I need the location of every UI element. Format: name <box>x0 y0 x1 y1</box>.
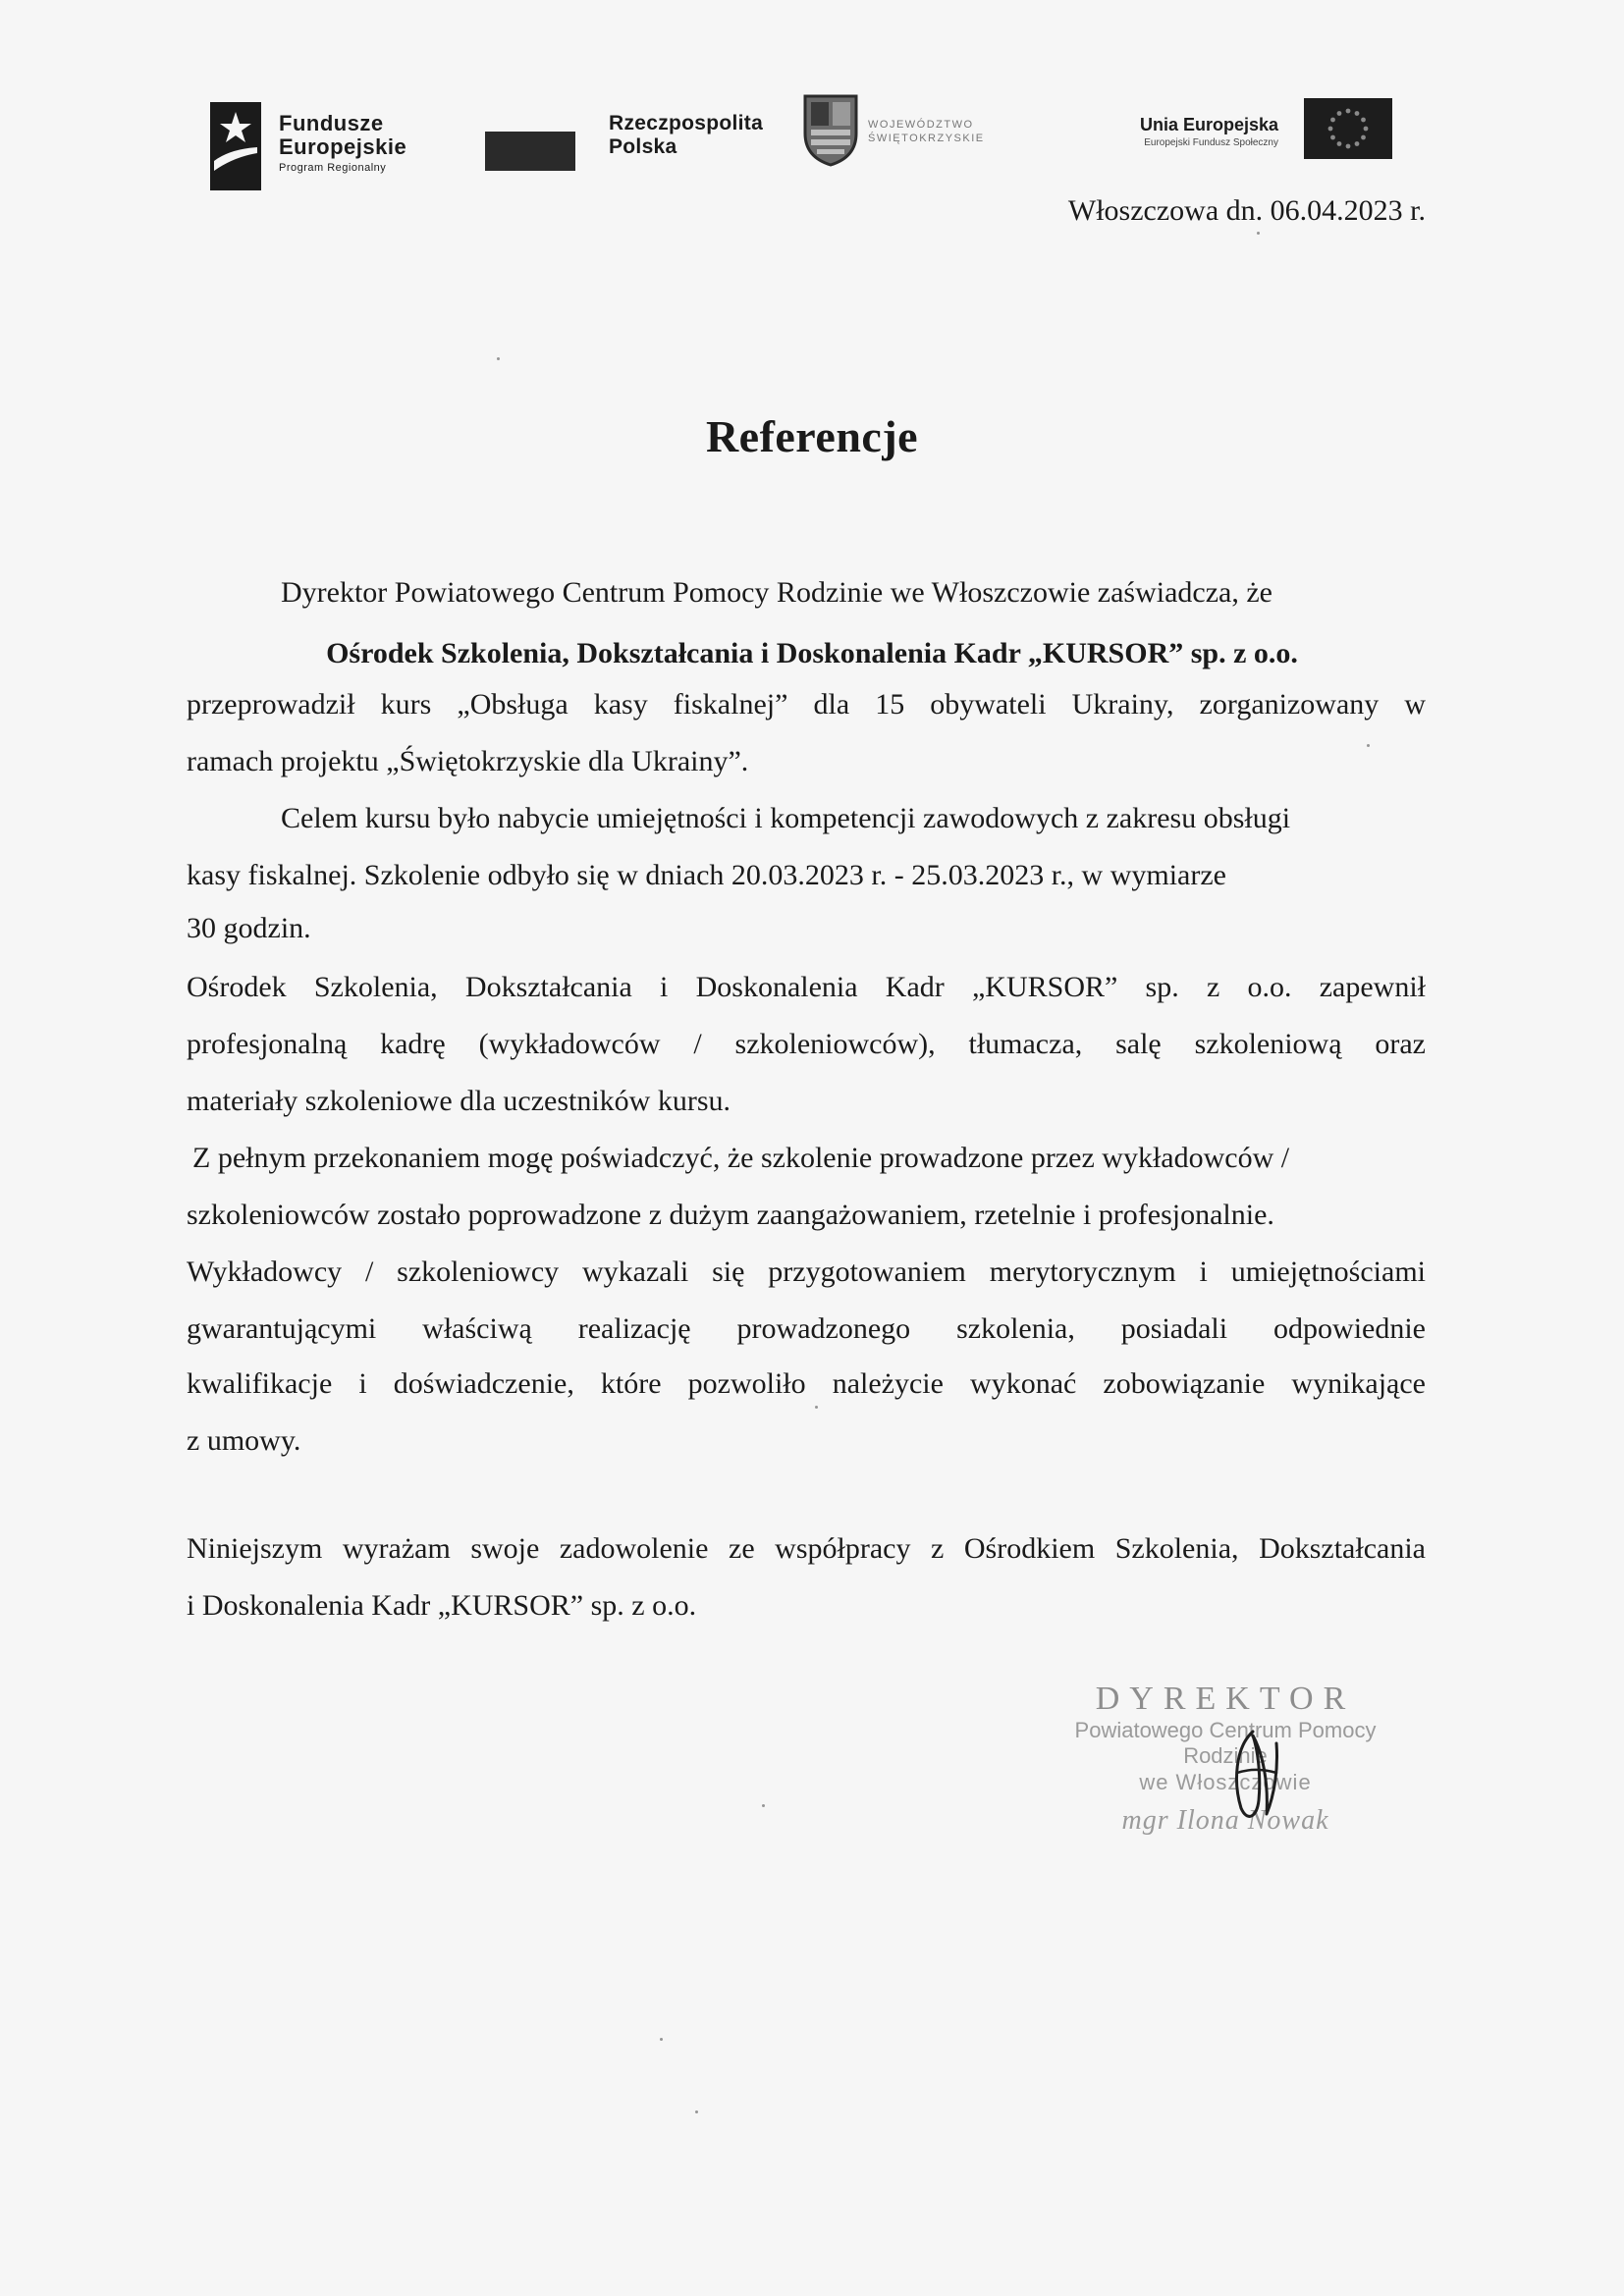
body-line-18: i Doskonalenia Kadr „KURSOR” sp. z o.o. <box>187 1589 697 1622</box>
fundusze-line1: Fundusze <box>279 111 384 135</box>
handwritten-signature-icon <box>1223 1724 1286 1826</box>
fundusze-europejskie-text <box>279 112 406 177</box>
body-line-5: Celem kursu było nabycie umiejętności i kompetencji zawodowych z zakresu obsługi <box>281 802 1291 834</box>
body-line-8: Ośrodek Szkolenia, Dokształcania i Doskonalenia Kadr „KURSOR” sp. z o.o. zapewnił <box>187 971 1426 1003</box>
body-line-11: Z pełnym przekonaniem mogę poświadczyć, że szkolenie prowadzone przez wykładowców / <box>192 1142 1290 1174</box>
body-line-17: Niniejszym wyrażam swoje zadowolenie ze współpracy z Ośrodkiem Szkolenia, Dokształcania <box>187 1532 1426 1565</box>
scan-speck <box>762 1804 765 1807</box>
place-and-date: Włoszczowa dn. 06.04.2023 r. <box>1067 194 1426 227</box>
wojewodztwo-line2: ŚWIĘTOKRZYSKIE <box>868 133 985 144</box>
wojewodztwo-line1: WOJEWÓDZTWO <box>868 119 974 131</box>
fundusze-europejskie-logo-icon <box>210 102 261 190</box>
fundusze-line3: Program Regionalny <box>279 162 387 174</box>
stamp-line3: we Włoszczowie <box>1139 1770 1312 1794</box>
logo-strip <box>0 0 1624 196</box>
stamp-title: DYREKTOR <box>1095 1681 1356 1717</box>
scan-speck <box>660 2038 663 2041</box>
rzeczpospolita-line2: Polska <box>609 135 677 158</box>
body-line-1: Dyrektor Powiatowego Centrum Pomocy Rodzinie we Włoszczowie zaświadcza, że <box>281 576 1272 609</box>
unia-line2: Europejski Fundusz Społeczny <box>1144 137 1278 148</box>
body-line-13: Wykładowcy / szkoleniowcy wykazali się przygotowaniem merytorycznym i umiejętnościami <box>187 1255 1426 1288</box>
stamp-line2: Powiatowego Centrum Pomocy Rodzinie <box>1074 1718 1377 1768</box>
scan-speck <box>1257 232 1260 235</box>
scan-speck <box>815 1406 818 1409</box>
body-line-2-company: Ośrodek Szkolenia, Dokształcania i Doskonalenia Kadr „KURSOR” sp. z o.o. <box>326 637 1298 669</box>
body-line-14: gwarantującymi właściwą realizację prowadzonego szkolenia, posiadali odpowiednie <box>187 1312 1426 1345</box>
unia-line1: Unia Europejska <box>1139 115 1278 134</box>
fundusze-line2: Europejskie <box>279 134 407 159</box>
eu-flag-icon <box>1304 98 1392 159</box>
body-line-4: ramach projektu „Świętokrzyskie dla Ukrainy”. <box>187 745 749 777</box>
scan-speck <box>497 357 500 360</box>
scan-speck <box>695 2110 698 2113</box>
body-line-16: z umowy. <box>187 1424 301 1457</box>
polish-flag-icon <box>485 132 575 171</box>
body-line-6: kasy fiskalnej. Szkolenie odbyło się w dniach 20.03.2023 r. - 25.03.2023 r., w wymiarze <box>187 859 1226 891</box>
unia-europejska-text <box>1080 114 1278 151</box>
wojewodztwo-text <box>868 118 985 145</box>
body-line-12: szkoleniowców zostało poprowadzone z dużym zaangażowaniem, rzetelnie i profesjonalnie. <box>187 1199 1274 1231</box>
body-line-10: materiały szkoleniowe dla uczestników kursu. <box>187 1085 731 1117</box>
rzeczpospolita-text <box>609 112 763 159</box>
scan-speck <box>1367 744 1370 747</box>
document-title: Referencje <box>705 411 919 461</box>
swietokrzyskie-crest-icon <box>803 94 858 167</box>
body-line-3: przeprowadził kurs „Obsługa kasy fiskalnej” dla 15 obywateli Ukrainy, zorganizowany w <box>187 688 1426 721</box>
rzeczpospolita-line1: Rzeczpospolita <box>609 112 764 134</box>
body-line-15: kwalifikacje i doświadczenie, które pozwoliło należycie wykonać zobowiązanie wynikające <box>187 1367 1426 1400</box>
body-line-9: profesjonalną kadrę (wykładowców / szkoleniowców), tłumacza, salę szkoleniową oraz <box>187 1028 1426 1060</box>
body-line-7: 30 godzin. <box>187 912 311 944</box>
stamp-name: mgr Ilona Nowak <box>1121 1805 1329 1836</box>
